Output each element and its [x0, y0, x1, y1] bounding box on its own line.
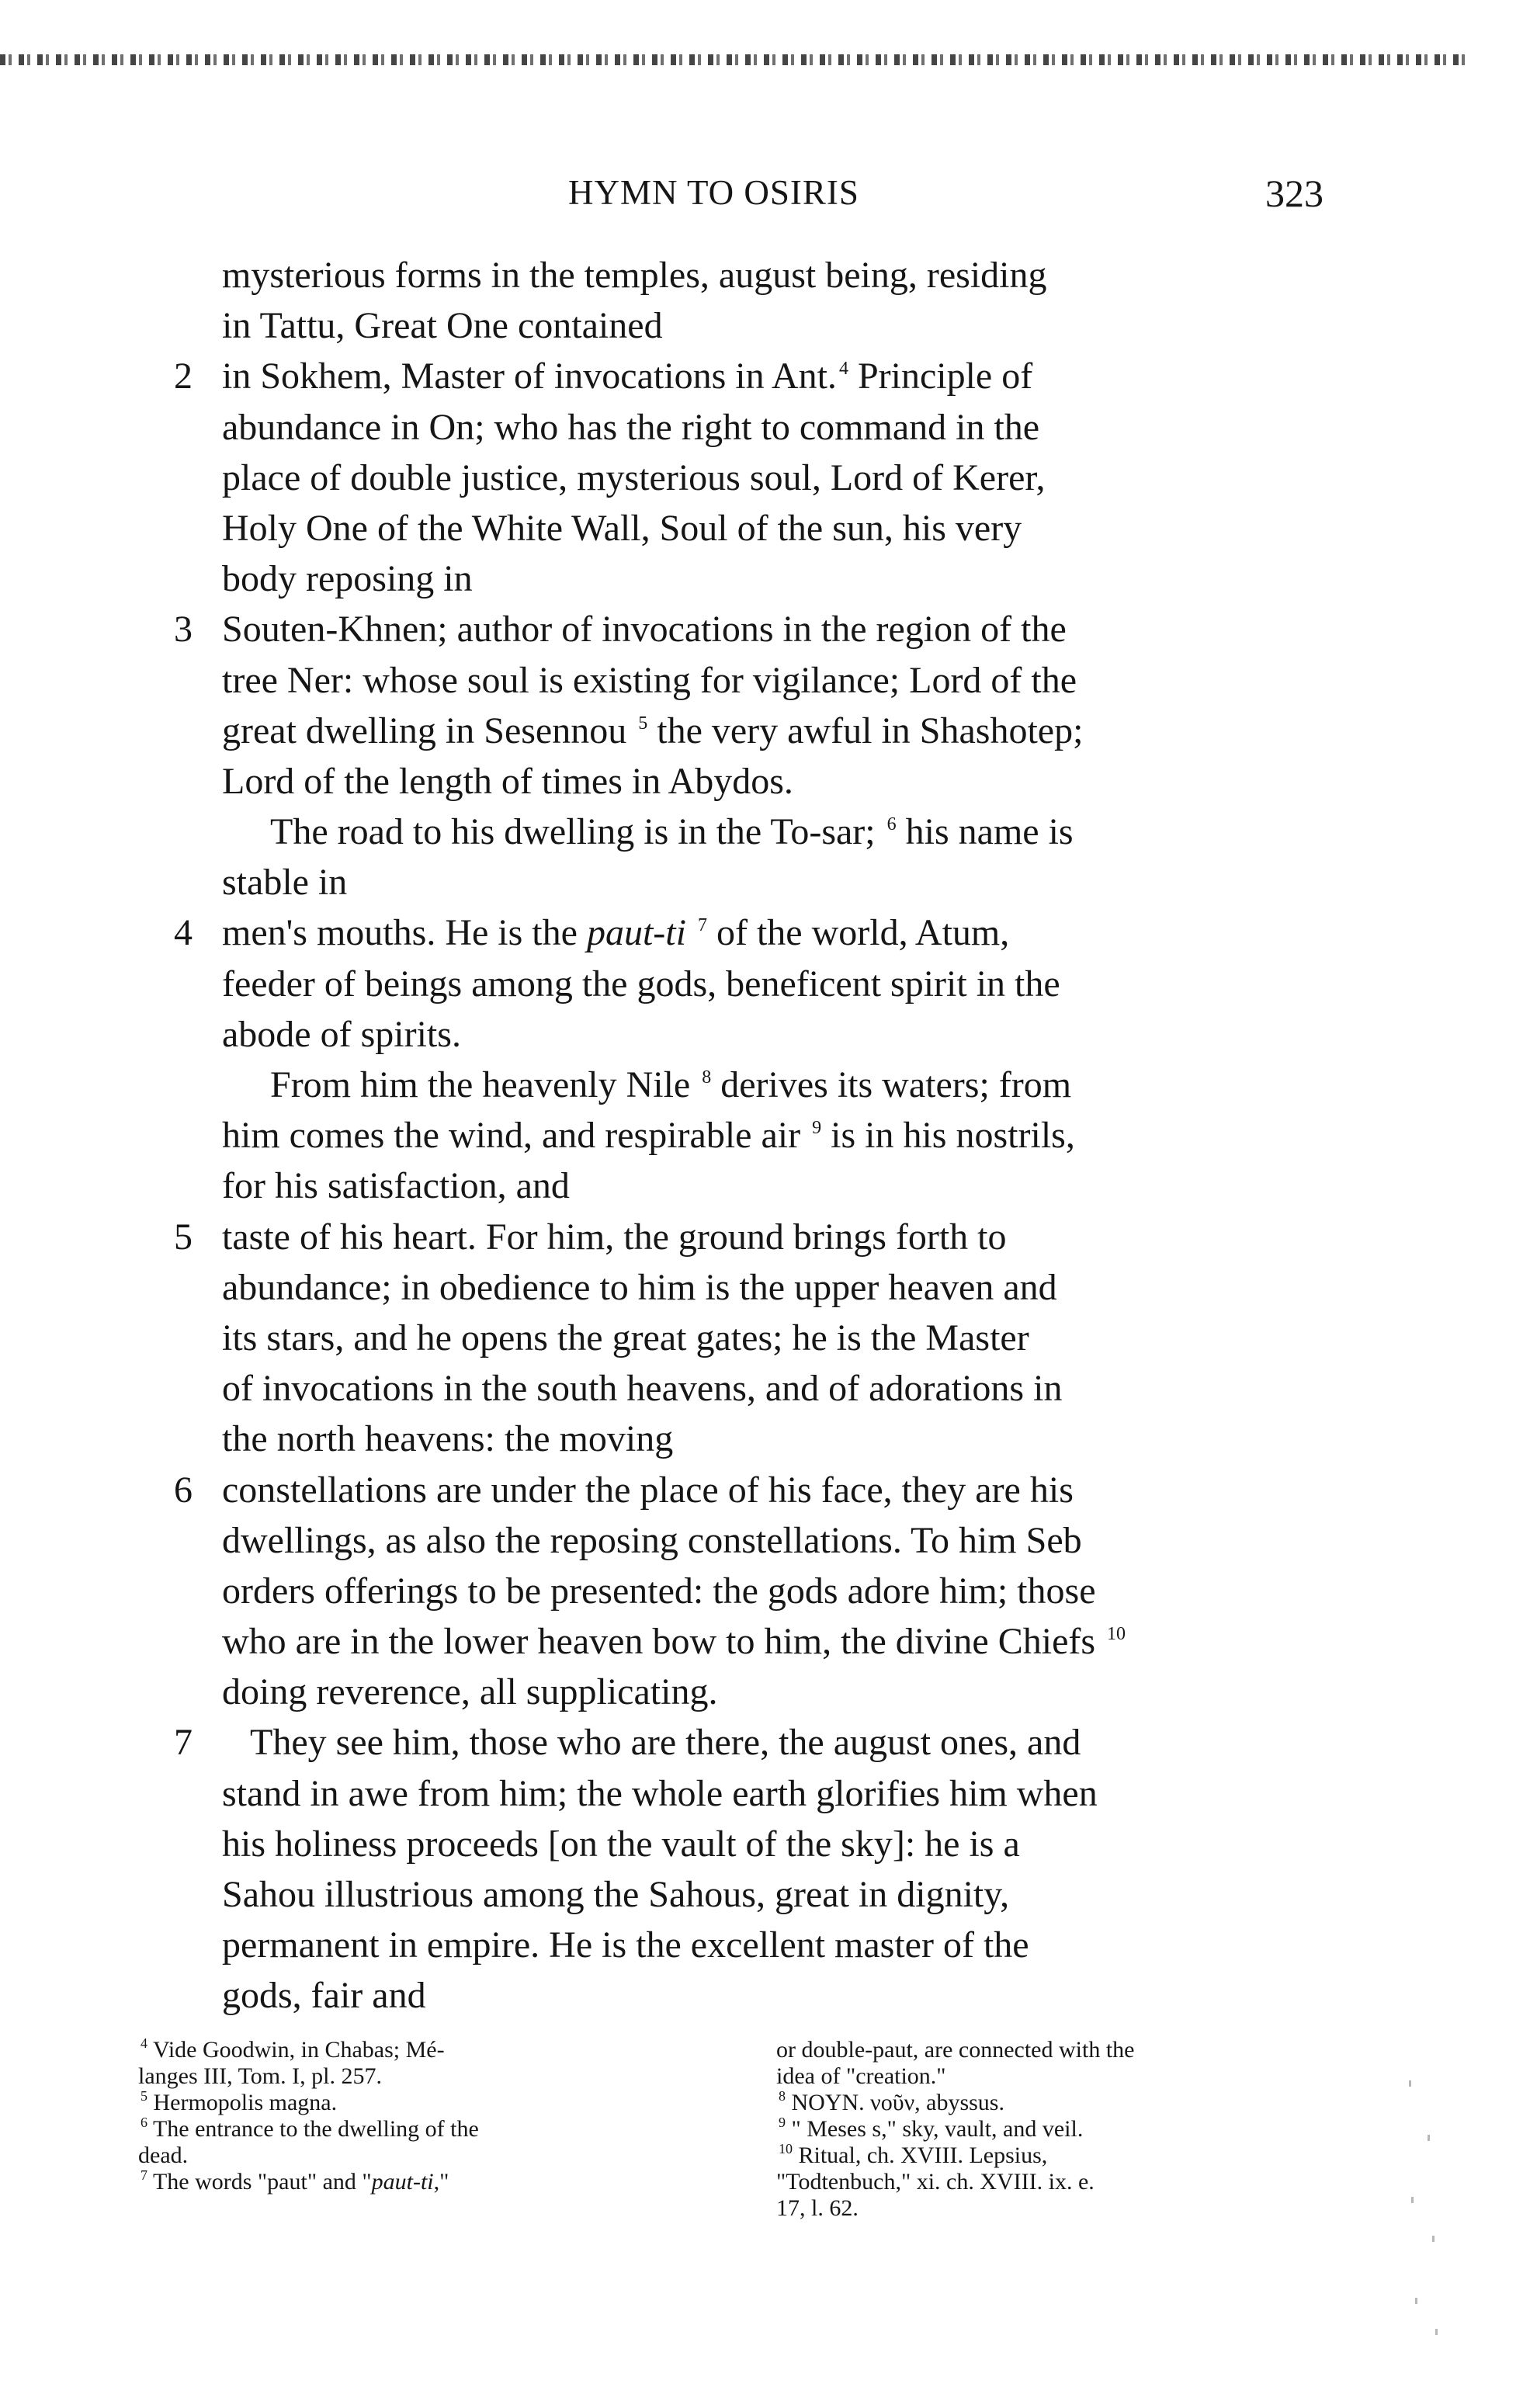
- footnote-line: $^9$ " Meses s," sky, vault, and veil.: [779, 2115, 1084, 2142]
- footnotes-left-column: [138, 2037, 635, 2195]
- footnote-marker: 4: [838, 359, 848, 380]
- text-line: [174, 1212, 1340, 1262]
- text-line: [222, 1616, 1340, 1667]
- text-line: [222, 1768, 1340, 1819]
- line-text: Souten-Khnen; author of invocations in the region of the: [222, 609, 1067, 651]
- footnote-line: idea of "creation.": [776, 2063, 946, 2089]
- footnote-marker: 8: [779, 2088, 786, 2104]
- line-text: constellations are under the place of his face, they are his: [222, 1469, 1074, 1511]
- verse-number: 4: [174, 912, 193, 954]
- line-text: his holiness proceeds [on the vault of the sky]: he is a: [222, 1823, 1020, 1865]
- text-line: [222, 1161, 1340, 1211]
- footnote-line: or double-paut, are connected with the: [776, 2037, 1135, 2063]
- text-line: [222, 1819, 1340, 1869]
- text-line: [222, 807, 1340, 857]
- line-text: who are in the lower heaven bow to him, the divine Chiefs $^{10}$: [222, 1621, 1126, 1663]
- text-line: [174, 351, 1340, 401]
- text-line: [222, 1515, 1340, 1566]
- text-line: [174, 907, 1340, 958]
- footnote-line: $^4$ Vide Goodwin, in Chabas; Mé-: [141, 2035, 445, 2063]
- line-text: the north heavens: the moving: [222, 1418, 674, 1460]
- footnote-line: $^6$ The entrance to the dwelling of the: [141, 2115, 479, 2142]
- footnote-marker: 7: [141, 2167, 147, 2183]
- line-text: tree Ner: whose soul is existing for vigilance; Lord of the: [222, 659, 1077, 701]
- line-text: Holy One of the White Wall, Soul of the sun, his very: [222, 507, 1022, 549]
- footnote-marker: 6: [886, 814, 897, 835]
- footnote-line: langes III, Tom. I, pl. 257.: [138, 2063, 382, 2089]
- text-line: [222, 300, 1340, 351]
- text-line: [222, 706, 1340, 756]
- footnote-marker: 7: [697, 915, 707, 936]
- line-text: permanent in empire. He is the excellent master of the: [222, 1924, 1029, 1966]
- footnotes-right-column: [776, 2037, 1366, 2222]
- text-line: [222, 756, 1340, 807]
- text-line: [222, 1667, 1340, 1717]
- text-line: [222, 1110, 1340, 1161]
- footnote-line: $^8$ NOYN. νοῦν, abyssus.: [779, 2088, 1004, 2115]
- line-text: taste of his heart. For him, the ground brings forth to: [222, 1216, 1007, 1258]
- line-text: feeder of beings among the gods, beneficent spirit in the: [222, 963, 1060, 1004]
- page-header: [0, 172, 1523, 219]
- footnote-marker: 5: [141, 2088, 147, 2104]
- line-text: From him the heavenly Nile $^8$ derives its waters; from: [270, 1064, 1072, 1105]
- line-text: abundance in On; who has the right to command in the: [222, 406, 1040, 448]
- verse-number: 5: [174, 1216, 193, 1258]
- line-text: abundance; in obedience to him is the upper heaven and: [222, 1266, 1057, 1308]
- footnote-marker: 5: [638, 713, 648, 734]
- text-line: [222, 503, 1340, 553]
- line-text: place of double justice, mysterious soul, Lord of Kerer,: [222, 456, 1046, 498]
- footnote-marker: 9: [812, 1118, 822, 1139]
- line-text: great dwelling in Sesennou $^5$ the very awful in Shashotep;: [222, 710, 1084, 751]
- scan-edge-noise: [0, 54, 1467, 65]
- text-line: [222, 1414, 1340, 1464]
- line-text: of invocations in the south heavens, and of adorations in: [222, 1368, 1063, 1410]
- line-text: Sahou illustrious among the Sahous, great in dignity,: [222, 1874, 1010, 1915]
- footnote-line: dead.: [138, 2143, 189, 2168]
- text-line: [174, 1717, 1340, 1768]
- line-text: in Tattu, Great One contained: [222, 305, 663, 347]
- text-line: [222, 959, 1340, 1009]
- page-number: 323: [1265, 172, 1324, 215]
- text-line: [222, 1313, 1340, 1363]
- footnote-marker: 6: [141, 2115, 147, 2130]
- verse-number: 7: [174, 1722, 193, 1764]
- footnote-line: $^7$ The words "paut" and "paut-ti,": [141, 2167, 449, 2195]
- line-text: They see him, those who are there, the august ones, and: [250, 1722, 1081, 1764]
- text-line: [222, 1009, 1340, 1060]
- text-line: [222, 655, 1340, 706]
- footnote-marker: 9: [779, 2115, 786, 2130]
- text-line: [222, 1363, 1340, 1414]
- footnote-marker: 8: [702, 1067, 712, 1088]
- verse-number: 2: [174, 356, 193, 397]
- text-line: [222, 1060, 1340, 1110]
- line-text: Lord of the length of times in Abydos.: [222, 760, 793, 802]
- footnote-line: $^{10}$ Ritual, ch. XVIII. Lepsius,: [779, 2141, 1048, 2168]
- line-text: The road to his dwelling is in the To-sar; $^6$ his name is: [270, 811, 1074, 853]
- verse-number: 6: [174, 1469, 193, 1511]
- running-head: HYMN TO OSIRIS: [568, 173, 859, 212]
- line-text: orders offerings to be presented: the gods adore him; those: [222, 1570, 1096, 1612]
- verse-number: 3: [174, 609, 193, 651]
- text-line: [222, 402, 1340, 453]
- text-line: [222, 553, 1340, 604]
- line-text: gods, fair and: [222, 1975, 426, 2017]
- italic-term: paut-ti: [371, 2169, 434, 2195]
- line-text: stand in awe from him; the whole earth glorifies him when: [222, 1772, 1098, 1814]
- text-line: [174, 1465, 1340, 1515]
- text-line: [174, 604, 1340, 654]
- line-text: him comes the wind, and respirable air $^9$ is in his nostrils,: [222, 1115, 1075, 1157]
- text-line: [222, 453, 1340, 503]
- text-line: [222, 857, 1340, 907]
- text-line: [222, 1920, 1340, 1970]
- line-text: dwellings, as also the reposing constellations. To him Seb: [222, 1519, 1082, 1561]
- italic-term: paut-ti: [586, 912, 686, 954]
- hymn-text: [174, 250, 1340, 2021]
- footnote-line: 17, l. 62.: [776, 2195, 859, 2221]
- line-text: its stars, and he opens the great gates; he is the Master: [222, 1317, 1029, 1358]
- line-text: in Sokhem, Master of invocations in Ant. $^4$ Principle of: [222, 356, 1033, 397]
- line-text: abode of spirits.: [222, 1013, 461, 1055]
- text-line: [222, 1970, 1340, 2021]
- line-text: mysterious forms in the temples, august being, residing: [222, 255, 1047, 296]
- line-text: body reposing in: [222, 558, 473, 600]
- footnote-line: $^5$ Hermopolis magna.: [141, 2088, 338, 2115]
- line-text: men's mouths. He is the paut-ti $^7$ of the world, Atum,: [222, 912, 1010, 954]
- footnote-marker: 10: [779, 2141, 793, 2156]
- text-line: [222, 250, 1340, 300]
- footnote-marker: 10: [1107, 1624, 1126, 1645]
- line-text: for his satisfaction, and: [222, 1165, 570, 1207]
- text-line: [222, 1566, 1340, 1616]
- line-text: doing reverence, all supplicating.: [222, 1671, 718, 1713]
- text-line: [222, 1869, 1340, 1920]
- scan-specks: [1409, 2080, 1448, 2352]
- footnote-line: "Todtenbuch," xi. ch. XVIII. ix. e.: [776, 2169, 1095, 2195]
- line-text: stable in: [222, 862, 348, 904]
- footnote-marker: 4: [141, 2035, 147, 2051]
- text-line: [222, 1262, 1340, 1313]
